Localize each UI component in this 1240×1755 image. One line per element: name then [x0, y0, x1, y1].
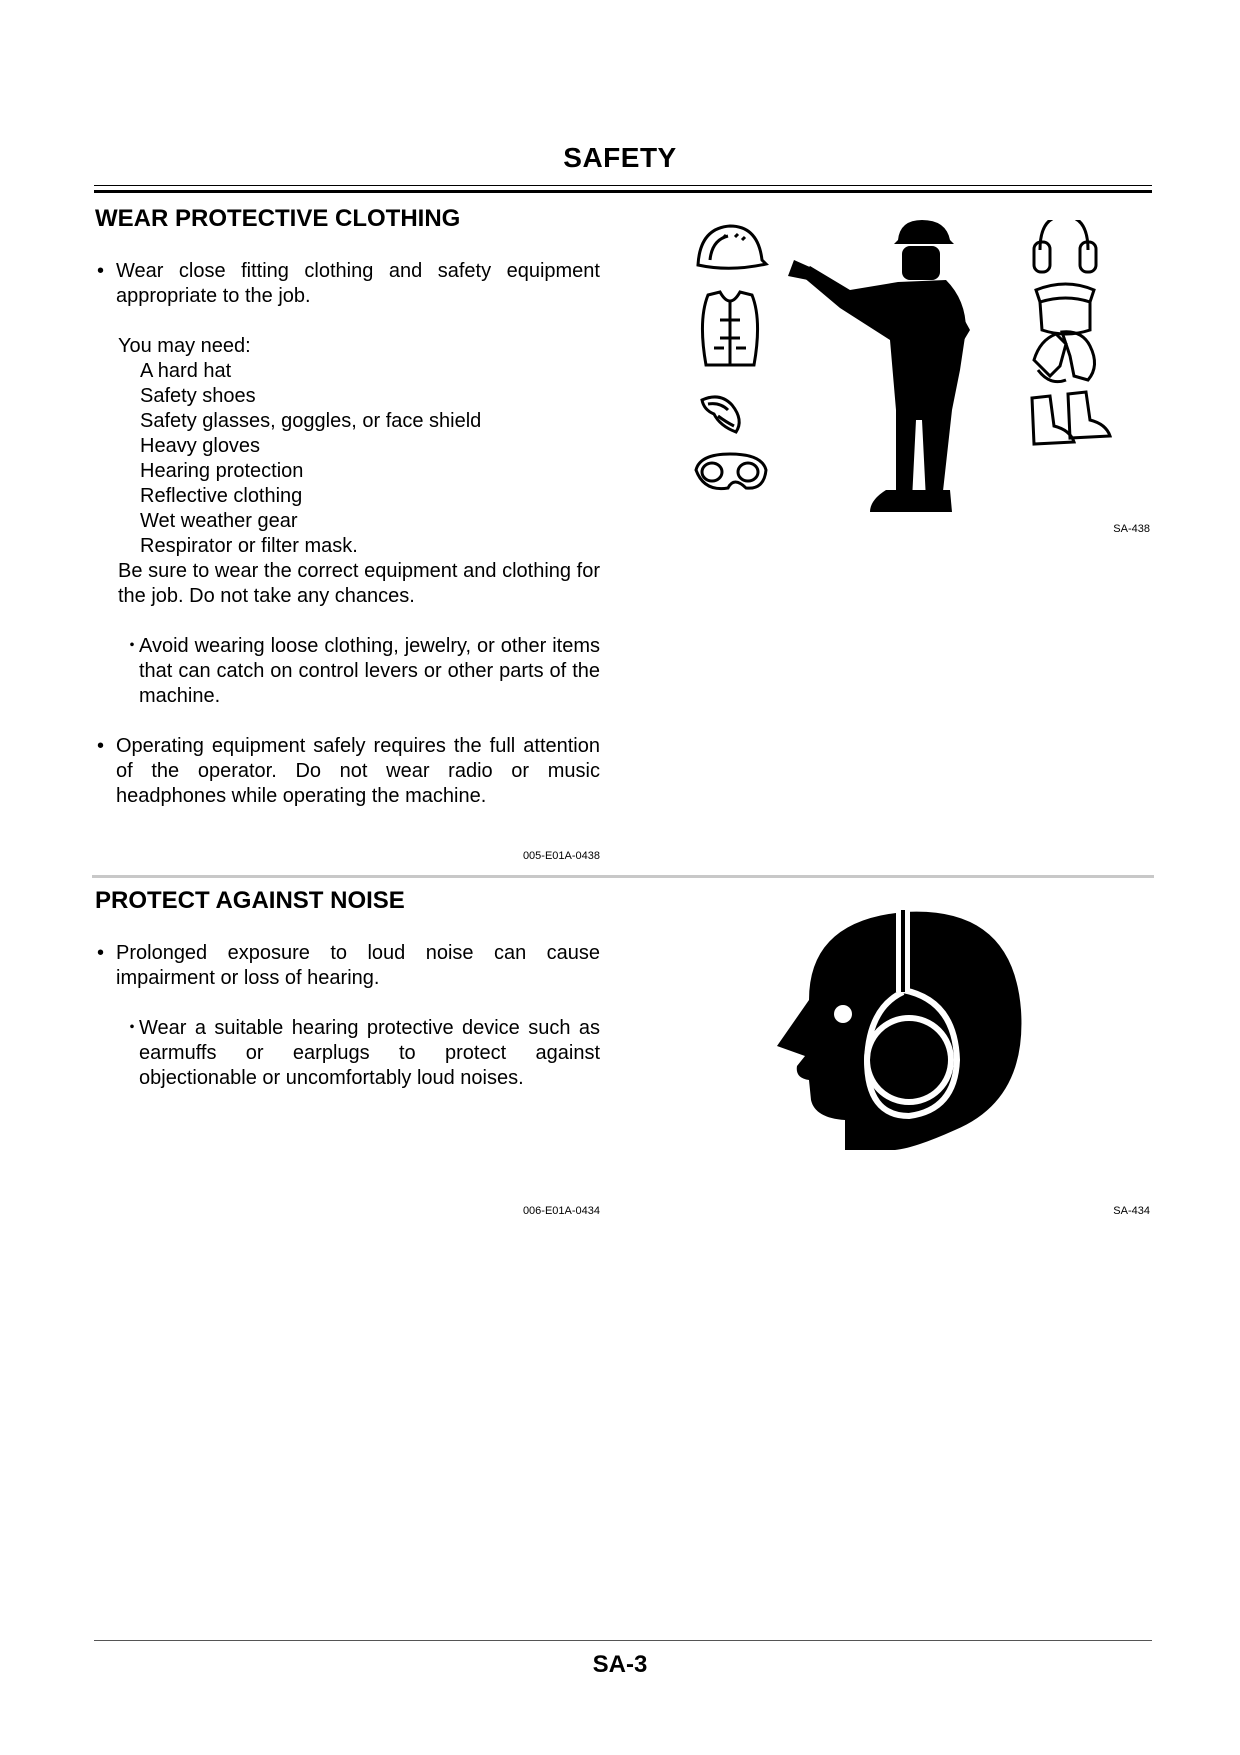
protective-equipment-figure: [690, 220, 1150, 520]
bullet-marker: •: [97, 260, 105, 282]
list-item-hard-hat: A hard hat: [140, 360, 232, 382]
reflective-vest-icon: [702, 292, 757, 365]
sub-bullet-text: Wear a suitable hearing protective device such as earmuffs or earplugs to protect against objectionable or uncomfortably loud noises.: [139, 1017, 600, 1089]
header-rule-thick: [94, 190, 1152, 193]
gloves-icon: [1034, 332, 1095, 382]
may-need-label: You may need:: [118, 335, 251, 357]
figure-reference-sa434: SA-434: [1113, 1205, 1150, 1217]
head-with-earmuffs-icon: [775, 910, 1025, 1170]
list-item-heavy-gloves: Heavy gloves: [140, 435, 261, 457]
bullet-marker: •: [97, 942, 105, 964]
sub-bullet-loose-clothing: [118, 634, 600, 709]
bullet-text: Wear close fitting clothing and safety equipment appropriate to the job.: [116, 260, 600, 307]
safety-boots-icon: [1032, 392, 1110, 444]
goggles-icon: [696, 454, 766, 489]
bullet-prolonged-exposure: [95, 941, 600, 991]
hard-hat-icon: [698, 226, 766, 268]
list-item-hearing-protection: Hearing protection: [140, 460, 304, 482]
earmuffs-icon: [1034, 220, 1096, 272]
list-item-reflective-clothing: Reflective clothing: [140, 485, 303, 507]
sub-bullet-marker: ・: [122, 635, 142, 657]
sub-bullet-marker: ・: [122, 1017, 142, 1039]
bullet-full-attention: [95, 734, 600, 809]
list-item-respirator: Respirator or filter mask.: [140, 535, 358, 557]
section-divider: [92, 875, 1154, 878]
header-rule-thin: [94, 185, 1152, 186]
bullet-text: Prolonged exposure to loud noise can cause impairment or loss of hearing.: [116, 942, 600, 989]
reference-code: 005-E01A-0438: [522, 850, 600, 862]
earplugs-icon: [702, 397, 739, 432]
list-item-wet-weather-gear: Wet weather gear: [140, 510, 298, 532]
reference-code: 006-E01A-0434: [522, 1205, 600, 1217]
worker-figure: [788, 220, 970, 512]
page-number: SA-3: [592, 1651, 648, 1678]
list-item-safety-glasses: Safety glasses, goggles, or face shield: [140, 410, 482, 432]
footer-rule: [94, 1640, 1152, 1641]
page-title: SAFETY: [563, 142, 677, 173]
face-shield-icon: [1036, 284, 1094, 334]
sub-bullet-text: Avoid wearing loose clothing, jewelry, or other items that can catch on control levers or other parts of the machine.: [139, 635, 600, 707]
section-title-protective-clothing: WEAR PROTECTIVE CLOTHING: [95, 205, 461, 232]
bullet-text: Operating equipment safely requires the full attention of the operator. Do not wear radio or music headphones while operating the machine.: [116, 735, 600, 807]
be-sure-paragraph: Be sure to wear the correct equipment and clothing for the job. Do not take any chances.: [118, 560, 600, 607]
figure-reference-sa438: SA-438: [1113, 523, 1150, 535]
section-title-noise: PROTECT AGAINST NOISE: [95, 887, 405, 914]
bullet-marker: •: [97, 735, 105, 757]
bullet-close-fitting: [95, 259, 600, 309]
sub-bullet-hearing-device: [118, 1016, 600, 1091]
list-item-safety-shoes: Safety shoes: [140, 385, 256, 407]
